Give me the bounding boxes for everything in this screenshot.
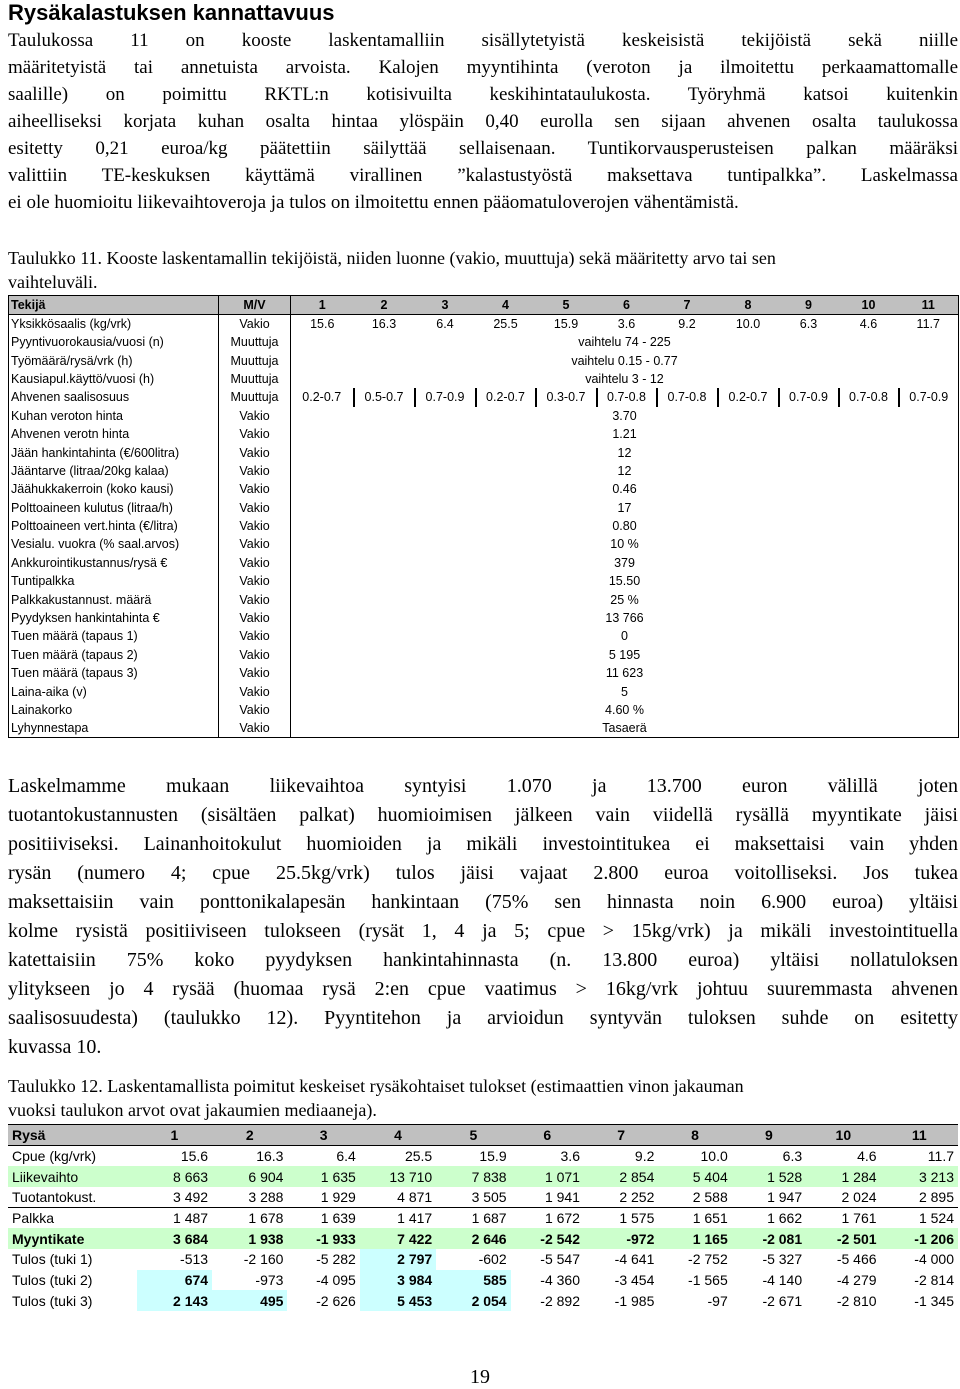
table-cell: -1 206 bbox=[881, 1228, 958, 1249]
text-line: rysän (numero 4; cpue 25.5kg/vrk) tulos jäisi vajaat 2.800 euroa voitolliseksi. Jos tukea bbox=[8, 862, 958, 884]
table-cell: 1 687 bbox=[436, 1208, 510, 1229]
range-cell: 0.3-0.7 bbox=[536, 388, 597, 406]
table-cell: -513 bbox=[180, 1251, 209, 1268]
table-cell: 7 422 bbox=[360, 1228, 436, 1249]
table-cell: -1 933 bbox=[287, 1228, 359, 1249]
table-cell: 3.6 bbox=[617, 317, 636, 331]
row-label: Palkka bbox=[8, 1208, 137, 1229]
table-row bbox=[8, 1270, 958, 1291]
text-line: määritetyistä tai annetuista arvoista. Kalojen myyntihinta (veroton ja ilmoitettu perkaamattomalle bbox=[8, 57, 958, 78]
table-row bbox=[9, 388, 959, 406]
row-type: Vakio bbox=[219, 499, 291, 517]
table-cell: -4 360 bbox=[540, 1271, 580, 1288]
merged-value-cell: 10 % bbox=[291, 535, 959, 553]
column-header: Rysä bbox=[8, 1125, 137, 1146]
column-header: M/V bbox=[219, 296, 291, 315]
section-heading: Rysäkalastuksen kannattavuus bbox=[8, 0, 335, 25]
table-cell: 2 646 bbox=[436, 1228, 510, 1249]
row-label: Yksikkösaalis (kg/vrk) bbox=[9, 315, 219, 334]
range-cell: 0.7-0.9 bbox=[415, 388, 476, 406]
merged-value-cell: 12 bbox=[291, 462, 959, 480]
row-type: Vakio bbox=[219, 682, 291, 700]
row-type: Vakio bbox=[219, 646, 291, 664]
merged-value-cell: 1.21 bbox=[291, 425, 959, 443]
merged-value-cell: 0.80 bbox=[291, 517, 959, 535]
table-cell: 8 663 bbox=[137, 1166, 212, 1187]
table-cell: 1 947 bbox=[767, 1188, 803, 1205]
table-cell: 6 904 bbox=[212, 1166, 287, 1187]
table-12-header-row bbox=[8, 1125, 958, 1146]
text-line: kolme rysistä positiiviseen tulokseen (rysät 1, 4 ja 5; cpue > 15kg/vrk) ja mikäli investointituella bbox=[8, 920, 958, 942]
merged-value-cell: vaihtelu 3 - 12 bbox=[291, 370, 959, 388]
table-row bbox=[8, 1290, 958, 1311]
table-row bbox=[9, 315, 959, 334]
column-header: 4 bbox=[360, 1125, 436, 1146]
merged-value-cell: vaihtelu 74 - 225 bbox=[291, 333, 959, 351]
table-cell: 2 854 bbox=[584, 1166, 658, 1187]
row-type: Vakio bbox=[219, 719, 291, 738]
table-cell: 1 487 bbox=[137, 1208, 212, 1229]
table-cell: -973 bbox=[255, 1271, 284, 1288]
row-type: Vakio bbox=[219, 315, 291, 334]
row-label: Työmäärä/rysä/vrk (h) bbox=[9, 351, 219, 369]
table-cell: 25.5 bbox=[493, 317, 518, 331]
table-cell: 1 929 bbox=[320, 1188, 356, 1205]
table-cell: 2 054 bbox=[436, 1290, 510, 1311]
merged-value-cell: vaihtelu 0.15 - 0.77 bbox=[291, 351, 959, 369]
row-label: Lainakorko bbox=[9, 701, 219, 719]
table-row bbox=[9, 590, 959, 608]
table-cell: 1 417 bbox=[360, 1208, 436, 1229]
table-cell: 4.6 bbox=[857, 1148, 877, 1165]
table-row bbox=[9, 572, 959, 590]
table-cell: -4 140 bbox=[762, 1271, 803, 1288]
page-number: 19 bbox=[470, 1366, 490, 1388]
merged-value-cell: 379 bbox=[291, 554, 959, 572]
table-cell: 15.9 bbox=[553, 317, 579, 331]
column-header: 10 bbox=[839, 296, 899, 315]
table-cell: -1 345 bbox=[914, 1292, 954, 1309]
text-line: valittiin TE-keskuksen käyttämä virallinen ”kalastustyöstä maksettava tuntipalkka”. Laskelmassa bbox=[8, 165, 958, 186]
row-label: Tulos (tuki 2) bbox=[12, 1271, 93, 1288]
row-label: Ahvenen verotn hinta bbox=[9, 425, 219, 443]
row-label: Pyyntivuorokausia/vuosi (n) bbox=[9, 333, 219, 351]
table-cell: 3.6 bbox=[560, 1148, 580, 1165]
table-cell: -97 bbox=[707, 1292, 728, 1309]
merged-value-cell: 4.60 % bbox=[291, 701, 959, 719]
table-cell: -1 985 bbox=[614, 1292, 655, 1309]
range-cell: 0.7-0.8 bbox=[839, 388, 899, 406]
table-cell: -2 814 bbox=[914, 1271, 954, 1288]
table-cell: 3 984 bbox=[360, 1270, 436, 1291]
text-line: Taulukko 12. Laskentamallista poimitut keskeiset rysäkohtaiset tulokset (estimaattien vinon jakauman bbox=[8, 1076, 744, 1096]
table-cell: 1 672 bbox=[511, 1208, 584, 1229]
row-type: Muuttuja bbox=[219, 388, 291, 406]
table-cell: 3 505 bbox=[471, 1188, 507, 1205]
merged-value-cell: 0.46 bbox=[291, 480, 959, 498]
row-label: Jääntarve (litraa/20kg kalaa) bbox=[9, 462, 219, 480]
row-type: Vakio bbox=[219, 609, 291, 627]
table-row bbox=[8, 1146, 958, 1167]
table-cell: -5 466 bbox=[836, 1251, 877, 1268]
table-cell: -5 547 bbox=[540, 1251, 580, 1268]
row-label: Kausiapul.käyttö/vuosi (h) bbox=[9, 370, 219, 388]
text-line: saalille) on poimittu RKTL:n kotisivuilta keskihintataulukosta. Työryhmä katsoi kuitenkin bbox=[8, 84, 958, 105]
table-row bbox=[9, 664, 959, 682]
table-cell: 1 165 bbox=[658, 1228, 731, 1249]
row-label: Pyydyksen hankintahinta € bbox=[9, 609, 219, 627]
row-type: Muuttuja bbox=[219, 333, 291, 351]
table-cell: 1 528 bbox=[732, 1166, 806, 1187]
table-row bbox=[9, 351, 959, 369]
row-type: Vakio bbox=[219, 462, 291, 480]
row-type: Vakio bbox=[219, 554, 291, 572]
row-label: Lyhynnestapa bbox=[9, 719, 219, 738]
text-line: saalisosuudesta) (taulukko 12). Pyyntitehon ja arvioidun syntyvän tuloksen suhde on esitetty bbox=[8, 1007, 958, 1029]
table-cell: 13 710 bbox=[360, 1166, 436, 1187]
column-header: 4 bbox=[476, 296, 536, 315]
row-label: Tuntipalkka bbox=[9, 572, 219, 590]
table-cell: 585 bbox=[436, 1270, 510, 1291]
table-row bbox=[9, 701, 959, 719]
column-header: 1 bbox=[291, 296, 354, 315]
table-cell: -2 752 bbox=[688, 1251, 728, 1268]
intro-paragraph bbox=[8, 27, 958, 216]
table-11-caption bbox=[8, 246, 958, 294]
table-row bbox=[8, 1208, 958, 1229]
row-type: Vakio bbox=[219, 701, 291, 719]
table-cell: 1 639 bbox=[287, 1208, 359, 1229]
row-type: Muuttuja bbox=[219, 351, 291, 369]
range-cell: 0.7-0.8 bbox=[657, 388, 718, 406]
row-label: Jään hankintahinta (€/600litra) bbox=[9, 443, 219, 461]
table-row bbox=[9, 443, 959, 461]
column-header: Tekijä bbox=[9, 296, 219, 315]
table-cell: 674 bbox=[137, 1270, 212, 1291]
table-cell: -4 000 bbox=[914, 1251, 954, 1268]
table-cell: 1 635 bbox=[287, 1166, 359, 1187]
table-cell: 11.7 bbox=[899, 315, 959, 334]
table-cell: 2 143 bbox=[137, 1290, 212, 1311]
range-cell: 0.2-0.7 bbox=[718, 388, 779, 406]
merged-value-cell: 17 bbox=[291, 499, 959, 517]
merged-value-cell: 13 766 bbox=[291, 609, 959, 627]
table-row bbox=[9, 499, 959, 517]
table-cell: 3 213 bbox=[881, 1166, 958, 1187]
row-label: Tuen määrä (tapaus 1) bbox=[9, 627, 219, 645]
table-cell: 495 bbox=[212, 1290, 287, 1311]
row-label: Laina-aika (v) bbox=[9, 682, 219, 700]
column-header: 5 bbox=[536, 296, 597, 315]
table-cell: 16.3 bbox=[371, 317, 397, 331]
table-cell: -4 095 bbox=[316, 1271, 356, 1288]
table-cell: 2 797 bbox=[360, 1249, 436, 1270]
table-cell: 10.0 bbox=[735, 317, 761, 331]
table-cell: -1 565 bbox=[688, 1271, 728, 1288]
table-row bbox=[9, 407, 959, 425]
table-cell: 10.0 bbox=[700, 1148, 728, 1165]
table-row bbox=[9, 554, 959, 572]
text-line: kuvassa 10. bbox=[8, 1036, 102, 1058]
row-type: Vakio bbox=[219, 407, 291, 425]
table-11 bbox=[8, 295, 959, 738]
row-label: Ahvenen saalisosuus bbox=[9, 388, 219, 406]
column-header: 10 bbox=[806, 1125, 880, 1146]
table-cell: 11.7 bbox=[927, 1148, 954, 1165]
table-cell: 15.6 bbox=[310, 317, 335, 331]
merged-value-cell: 25 % bbox=[291, 590, 959, 608]
row-label: Myyntikate bbox=[8, 1228, 137, 1249]
text-line: vuoksi taulukon arvot ovat jakaumien mediaaneja). bbox=[8, 1100, 377, 1120]
column-header: 6 bbox=[511, 1125, 584, 1146]
row-label: Tuen määrä (tapaus 2) bbox=[9, 646, 219, 664]
table-cell: -3 454 bbox=[614, 1271, 655, 1288]
text-line: Taulukko 11. Kooste laskentamallin tekijöistä, niiden luonne (vakio, muuttuja) sekä määritetty arvo tai sen bbox=[8, 248, 776, 268]
column-header: 3 bbox=[415, 296, 476, 315]
column-header: 7 bbox=[657, 296, 718, 315]
table-cell: 2 252 bbox=[619, 1188, 655, 1205]
merged-value-cell: 12 bbox=[291, 443, 959, 461]
table-row bbox=[8, 1249, 958, 1270]
table-cell: 1 662 bbox=[732, 1208, 806, 1229]
table-cell: 1 938 bbox=[212, 1228, 287, 1249]
merged-value-cell: 15.50 bbox=[291, 572, 959, 590]
results-paragraph bbox=[8, 772, 958, 1062]
table-cell: 2 895 bbox=[918, 1188, 954, 1205]
column-header: 3 bbox=[287, 1125, 359, 1146]
table-cell: 7 838 bbox=[436, 1166, 510, 1187]
column-header: 9 bbox=[732, 1125, 806, 1146]
column-header: 2 bbox=[212, 1125, 287, 1146]
table-row bbox=[9, 462, 959, 480]
row-label: Palkkakustannust. määrä bbox=[9, 590, 219, 608]
table-cell: 6.4 bbox=[436, 317, 454, 331]
text-line: ylitykseen jo 4 rysää (huomaa rysä 2:en cpue vaatimus > 16kg/vrk johtuu suuremmasta ahvenen bbox=[8, 978, 958, 1000]
table-cell: 1 678 bbox=[212, 1208, 287, 1229]
table-12-caption bbox=[8, 1074, 958, 1122]
table-cell: -2 160 bbox=[243, 1251, 284, 1268]
table-cell: -2 810 bbox=[836, 1292, 877, 1309]
row-type: Vakio bbox=[219, 517, 291, 535]
table-row bbox=[9, 535, 959, 553]
table-cell: 15.6 bbox=[180, 1148, 209, 1165]
row-type: Muuttuja bbox=[219, 370, 291, 388]
text-line: tuotantokustannusten (sisältäen palkat) huomioimisen jälkeen vain viidellä rysällä myyntikate jäisi bbox=[8, 804, 958, 826]
row-label: Kuhan veroton hinta bbox=[9, 407, 219, 425]
table-cell: 1 941 bbox=[544, 1188, 580, 1205]
table-row bbox=[9, 646, 959, 664]
row-type: Vakio bbox=[219, 425, 291, 443]
table-cell: -5 282 bbox=[316, 1251, 356, 1268]
text-line: ei ole huomioitu liikevaihtoveroja ja tulos on ilmoitettu ennen pääomatuloverojen vähentämistä. bbox=[8, 192, 739, 213]
merged-value-cell: 5 195 bbox=[291, 646, 959, 664]
table-cell: -2 671 bbox=[762, 1292, 803, 1309]
text-line: vaihteluväli. bbox=[8, 272, 98, 292]
row-label: Tuen määrä (tapaus 3) bbox=[9, 664, 219, 682]
table-cell: -2 626 bbox=[316, 1292, 356, 1309]
merged-value-cell: 11 623 bbox=[291, 664, 959, 682]
row-label: Cpue (kg/vrk) bbox=[12, 1148, 97, 1165]
table-cell: -5 327 bbox=[762, 1251, 803, 1268]
range-cell: 0.5-0.7 bbox=[354, 388, 415, 406]
table-12 bbox=[8, 1124, 958, 1311]
table-cell: 4 871 bbox=[397, 1188, 433, 1205]
row-label: Polttoaineen kulutus (litraa/h) bbox=[9, 499, 219, 517]
table-cell: -2 542 bbox=[511, 1228, 584, 1249]
table-cell: 6.4 bbox=[336, 1148, 356, 1165]
table-cell: 1 524 bbox=[881, 1208, 958, 1229]
merged-value-cell: 5 bbox=[291, 682, 959, 700]
text-line: maksettaisiin vain ponttonikalapesän hankintaan (75% sen hinnasta noin 6.900 euroa) yltäisi bbox=[8, 891, 958, 913]
table-cell: 6.3 bbox=[799, 317, 818, 331]
merged-value-cell: Tasaerä bbox=[291, 719, 959, 738]
table-row bbox=[8, 1228, 958, 1249]
text-line: Laskelmamme mukaan liikevaihtoa syntyisi 1.070 ja 13.700 euron välillä joten bbox=[8, 775, 958, 797]
range-cell: 0.2-0.7 bbox=[291, 388, 354, 406]
table-cell: 4.6 bbox=[859, 317, 878, 331]
column-header: 6 bbox=[597, 296, 657, 315]
table-row bbox=[9, 333, 959, 351]
row-type: Vakio bbox=[219, 590, 291, 608]
range-cell: 0.2-0.7 bbox=[476, 388, 536, 406]
row-type: Vakio bbox=[219, 627, 291, 645]
table-cell: 1 761 bbox=[806, 1208, 880, 1229]
row-type: Vakio bbox=[219, 480, 291, 498]
table-cell: 2 024 bbox=[841, 1188, 877, 1205]
table-cell: 1 575 bbox=[584, 1208, 658, 1229]
table-cell: 1 651 bbox=[658, 1208, 731, 1229]
table-cell: 16.3 bbox=[256, 1148, 284, 1165]
table-cell: -2 501 bbox=[806, 1228, 880, 1249]
table-11-header-row bbox=[9, 296, 959, 315]
text-line: Taulukossa 11 on kooste laskentamalliin sisällytetyistä keskeisistä tekijöistä sekä niille bbox=[8, 30, 958, 51]
table-cell: -972 bbox=[584, 1228, 658, 1249]
range-cell: 0.7-0.8 bbox=[597, 388, 657, 406]
table-cell: 3 684 bbox=[137, 1228, 212, 1249]
table-cell: -4 641 bbox=[614, 1251, 655, 1268]
table-row bbox=[9, 719, 959, 738]
row-type: Vakio bbox=[219, 443, 291, 461]
range-cell: 0.7-0.9 bbox=[779, 388, 839, 406]
row-label: Tulos (tuki 1) bbox=[12, 1251, 93, 1268]
table-cell: 15.9 bbox=[479, 1148, 507, 1165]
table-row bbox=[9, 517, 959, 535]
table-row bbox=[9, 425, 959, 443]
merged-value-cell: 0 bbox=[291, 627, 959, 645]
row-label: Ankkurointikustannus/rysä € bbox=[9, 554, 219, 572]
row-label: Polttoaineen vert.hinta (€/litra) bbox=[9, 517, 219, 535]
table-cell: 9.2 bbox=[634, 1148, 655, 1165]
table-cell: -4 279 bbox=[836, 1271, 877, 1288]
text-line: katettaisiin 75% koko pyydyksen hankintahinnasta (n. 13.800 euroa) yltäisi nollatuloksen bbox=[8, 949, 958, 971]
merged-value-cell: 3.70 bbox=[291, 407, 959, 425]
row-label: Liikevaihto bbox=[8, 1166, 137, 1187]
table-cell: 6.3 bbox=[782, 1148, 803, 1165]
table-row bbox=[9, 480, 959, 498]
table-row bbox=[9, 627, 959, 645]
column-header: 8 bbox=[658, 1125, 731, 1146]
column-header: 11 bbox=[899, 296, 959, 315]
text-line: esitetty 0,21 euroa/kg päätettiin säilyttää sellaisenaan. Tuntikorvausperusteisen palkan määräksi bbox=[8, 138, 958, 159]
table-cell: 9.2 bbox=[678, 317, 696, 331]
row-type: Vakio bbox=[219, 664, 291, 682]
table-cell: 3 288 bbox=[248, 1188, 284, 1205]
column-header: 2 bbox=[354, 296, 415, 315]
table-row bbox=[9, 370, 959, 388]
column-header: 9 bbox=[779, 296, 839, 315]
table-cell: 1 071 bbox=[511, 1166, 584, 1187]
table-cell: -602 bbox=[478, 1251, 507, 1268]
table-cell: 2 588 bbox=[692, 1188, 728, 1205]
table-cell: 5 453 bbox=[360, 1290, 436, 1311]
row-label: Jäähukkakerroin (koko kausi) bbox=[9, 480, 219, 498]
table-cell: 3 492 bbox=[173, 1188, 209, 1205]
range-cell: 0.7-0.9 bbox=[899, 388, 959, 406]
row-type: Vakio bbox=[219, 572, 291, 590]
column-header: 5 bbox=[436, 1125, 510, 1146]
row-label: Tuotantokust. bbox=[12, 1188, 97, 1205]
table-row bbox=[9, 609, 959, 627]
row-label: Vesialu. vuokra (% saal.arvos) bbox=[9, 535, 219, 553]
column-header: 7 bbox=[584, 1125, 658, 1146]
text-line: aiheelliseksi korjata kuhan osalta hintaa ylöspäin 0,40 eurolla sen sijaan ahvenen osalta taulukossa bbox=[8, 111, 958, 132]
row-label: Tulos (tuki 3) bbox=[12, 1292, 93, 1309]
table-cell: 25.5 bbox=[404, 1148, 433, 1165]
column-header: 1 bbox=[137, 1125, 212, 1146]
table-cell: -2 892 bbox=[540, 1292, 580, 1309]
table-row bbox=[8, 1187, 958, 1208]
column-header: 8 bbox=[718, 296, 779, 315]
table-row bbox=[8, 1166, 958, 1187]
table-cell: 1 284 bbox=[806, 1166, 880, 1187]
table-cell: -2 081 bbox=[732, 1228, 806, 1249]
column-header: 11 bbox=[881, 1125, 958, 1146]
text-line: positiiviseksi. Lainanhoitokulut huomioiden ja mikäli investointitukea ei maksettaisi vain yhden bbox=[8, 833, 958, 855]
row-type: Vakio bbox=[219, 535, 291, 553]
table-cell: 5 404 bbox=[658, 1166, 731, 1187]
table-row bbox=[9, 682, 959, 700]
